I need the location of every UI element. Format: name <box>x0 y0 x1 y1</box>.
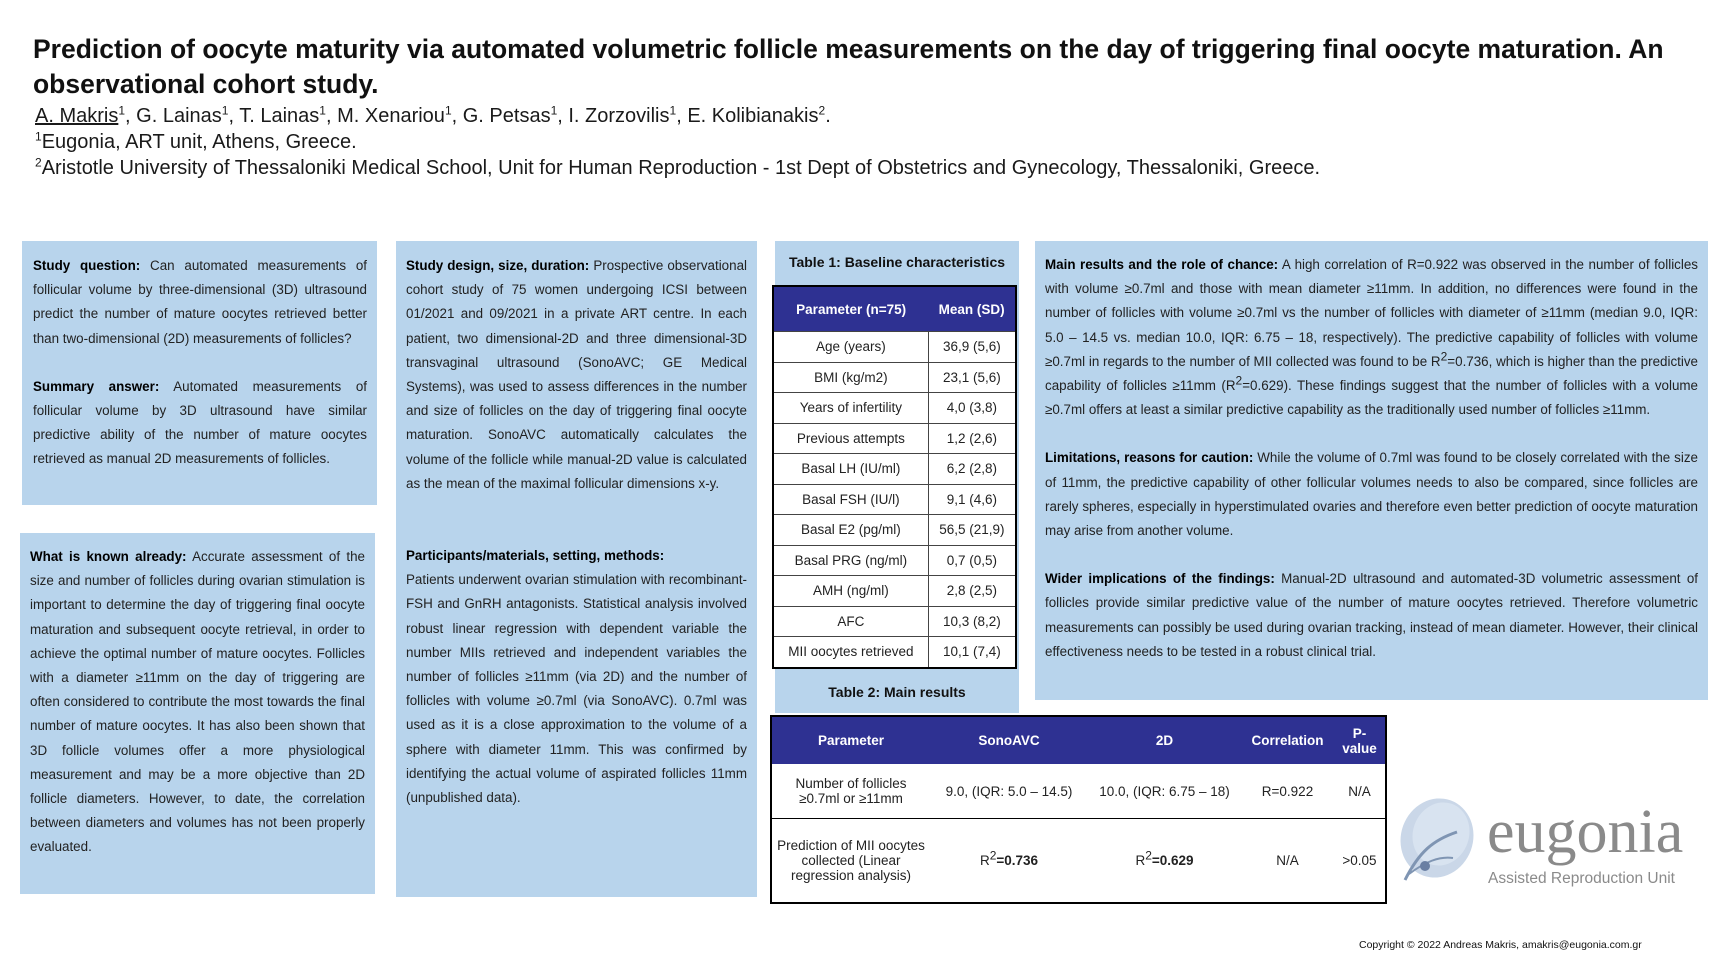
wider-implications-paragraph <box>1045 567 1698 664</box>
table-cell: 56,5 (21,9) <box>928 515 1016 546</box>
table-row <box>771 819 1386 904</box>
table-row <box>773 576 1016 607</box>
methods-panel <box>396 241 757 897</box>
known-already-heading: What is known already: <box>30 549 187 564</box>
known-already-text: Accurate assessment of the size and number of follicles during ovarian stimulation is important to determine the day of triggering final oocyte maturation and subsequent oocyte retrieval, in order to achieve the optimal number of mature oocytes. Follicles with a diameter ≥11mm on the day of triggering are often considered to contribute the most towards the final number of mature oocytes. It has also been shown that 3D follicle volumes offer a more physiological measurement and may be a more objective than 2D follicle diameters. However, to date, the correlation between diameters and volumes has not been properly evaluated. <box>30 549 365 855</box>
study-design-heading: Study design, size, duration: <box>406 258 590 273</box>
table-row <box>773 454 1016 485</box>
table-cell: 10,3 (8,2) <box>928 606 1016 637</box>
table-row <box>771 764 1386 819</box>
summary-answer-paragraph <box>33 375 367 472</box>
author-name: I. Zorzovilis <box>568 105 670 127</box>
table-cell: 9,1 (4,6) <box>928 484 1016 515</box>
study-question-paragraph <box>33 254 367 351</box>
affiliation-1 <box>35 129 357 155</box>
table-cell: Basal PRG (ng/ml) <box>773 545 928 576</box>
study-question-text: Can automated measurements of follicular volume by three-dimensional (3D) ultrasound predict the number of mature oocytes retrieved better than two-dimensional (2D) measurements of follicles? <box>33 258 367 346</box>
author-list: A. Makris$^1$, G. Lainas$^1$, T. Lainas$^1$, M. Xenariou$^1$, G. Petsas$^1$, I. Zorzovilis$^1$, E. Kolibianakis$^2$. <box>35 103 831 127</box>
table-cell: Number of follicles ≥0.7ml or ≥11mm <box>771 764 930 819</box>
table2-caption: Table 2: Main results <box>828 684 966 700</box>
table-cell: 10,1 (7,4) <box>928 637 1016 668</box>
table-cell: 1,2 (2,6) <box>928 423 1016 454</box>
affiliation-mark: 2 <box>35 155 42 170</box>
table-row <box>773 393 1016 424</box>
r-squared-symbol: R <box>1135 853 1146 868</box>
copyright-text: Copyright © 2022 Andreas Makris, amakris@eugonia.com.gr <box>1359 939 1642 951</box>
table-cell: R=0.922 <box>1241 764 1334 819</box>
main-results-text: =0.629). These findings suggest that the number of follicles with a volume ≥0.7ml offers at least a similar predictive capability as the traditionally used number of follicles ≥11mm. <box>1045 378 1698 418</box>
column-header: Correlation <box>1241 716 1334 764</box>
author-name: T. Lainas <box>239 105 320 127</box>
wider-implications-heading: Wider implications of the findings: <box>1045 571 1275 587</box>
participants-heading-line <box>406 544 747 568</box>
main-results-table <box>770 715 1387 904</box>
table-row <box>773 515 1016 546</box>
table-cell: 0,7 (0,5) <box>928 545 1016 576</box>
baseline-characteristics-table <box>772 285 1017 669</box>
author-affiliation-mark: 1 <box>669 103 677 118</box>
r-squared-value: =0.629 <box>1151 853 1194 868</box>
table-cell: 36,9 (5,6) <box>928 332 1016 363</box>
table-cell: N/A <box>1276 853 1299 868</box>
superscript: 2 <box>1235 373 1243 388</box>
limitations-heading: Limitations, reasons for caution: <box>1045 450 1254 466</box>
main-results-paragraph <box>1045 253 1698 422</box>
superscript: 2 <box>1145 848 1152 863</box>
affiliation-mark: 1 <box>35 129 42 144</box>
table-cell: 9.0, (IQR: 5.0 – 14.5) <box>930 764 1088 819</box>
eugonia-logo <box>1395 792 1710 892</box>
known-already-panel <box>20 533 375 894</box>
table-cell: Years of infertility <box>773 393 928 424</box>
table-cell <box>930 819 1088 904</box>
main-results-text: A high correlation of R=0.922 was observed in the number of follicles with volume ≥0.7ml and those with mean diameter ≥11mm. In addition, no differences were found in the number of follicles with volume ≥0.7ml vs the number of follicles with diameter of ≥11mm (median 9.0, IQR: 5.0 – 14.5 vs. median 10.0, IQR: 6.75 – 18, respectively). The predictive capability of follicles with volume ≥0.7ml in regards to the number of MII collected was found to be R <box>1045 257 1698 369</box>
table-cell: Basal LH (IU/ml) <box>773 454 928 485</box>
results-panel <box>1035 241 1708 700</box>
column-header: Parameter <box>771 716 930 764</box>
table-row <box>773 332 1016 363</box>
table-cell: >0.05 <box>1342 853 1377 868</box>
study-design-text: Prospective observational cohort study of 75 women undergoing ICSI between 01/2021 and 09/2021 in a private ART centre. In each patient, two dimensional-2D and three dimensional-3D transvaginal ultrasound (SonoAVC; GE Medical Systems), was used to assess differences in the number and size of follicles on the day of triggering final oocyte maturation. SonoAVC automatically calculates the volume of the follicle while manual-2D value is calculated as the mean of the maximal follicular dimensions x-y. <box>406 258 747 491</box>
wider-implications-text: Manual-2D ultrasound and automated-3D volumetric assessment of follicles provide similar predictive value of the number of mature oocytes retrieved. Therefore volumetric measurements can possibly be used during ovarian tracking, instead of mean diameter. However, their clinical effectiveness needs to be tested in a robust clinical trial. <box>1045 571 1698 659</box>
author-affiliation-mark: 1 <box>444 103 452 118</box>
study-design-paragraph <box>406 254 747 496</box>
main-results-text: =0.736, which is higher than the predictive capability of follicles ≥11mm (R <box>1045 353 1698 394</box>
limitations-paragraph <box>1045 446 1698 543</box>
author-name: M. Xenariou <box>337 105 445 127</box>
table-row <box>773 606 1016 637</box>
column-header: 2D <box>1088 716 1241 764</box>
affiliation-text: Aristotle University of Thessaloniki Medical School, Unit for Human Reproduction - 1st Dept of Obstetrics and Gynecology, Thessaloniki, Greece. <box>41 157 1321 179</box>
table-cell <box>1088 819 1241 904</box>
logo-wordmark: eugonia <box>1487 798 1684 866</box>
study-question-heading: Study question: <box>33 258 141 273</box>
author-name: A. Makris <box>35 105 119 127</box>
column-header: Parameter (n=75) <box>773 286 928 332</box>
author-name: E. Kolibianakis <box>687 105 819 127</box>
author-affiliation-mark: 1 <box>118 103 126 118</box>
affiliation-text: Eugonia, ART unit, Athens, Greece. <box>41 131 357 153</box>
column-header: SonoAVC <box>930 716 1088 764</box>
table-cell: Basal FSH (IU/l) <box>773 484 928 515</box>
column-header: Mean (SD) <box>928 286 1016 332</box>
author-affiliation-mark: 1 <box>221 103 229 118</box>
logo-tagline: Assisted Reproduction Unit <box>1488 870 1675 887</box>
table-header-row <box>771 716 1386 764</box>
participants-text: Patients underwent ovarian stimulation with recombinant-FSH and GnRH antagonists. Statistical analysis involved robust linear regression with dependent variable the number MIIs retrieved and independent variables the number of follicles ≥11mm (via 2D) and the number of follicles with volume ≥0.7ml (via SonoAVC). 0.7ml was used as it is a close approximation to the volume of a sphere with diameter 11mm. This was confirmed by identifying the actual volume of aspirated follicles 11mm (unpublished data). <box>406 572 747 806</box>
eugonia-logo-mark <box>1395 792 1710 892</box>
author-name: G. Lainas <box>136 105 222 127</box>
column-header: P- value <box>1334 716 1386 764</box>
table-cell: Prediction of MII oocytes collected (Linear regression analysis) <box>777 838 925 883</box>
poster-title: Prediction of oocyte maturity via automated volumetric follicle measurements on the day of triggering final oocyte maturation. An observational cohort study. <box>33 34 1664 99</box>
author-affiliation-mark: 1 <box>319 103 326 118</box>
participants-heading: Participants/materials, setting, methods: <box>406 548 665 564</box>
summary-answer-heading: Summary answer: <box>33 378 160 394</box>
table-cell: 23,1 (5,6) <box>928 362 1016 393</box>
table-cell: N/A <box>1334 764 1386 819</box>
table-cell: 4,0 (3,8) <box>928 393 1016 424</box>
r-squared-symbol: R <box>979 853 990 868</box>
author-affiliation-mark: 1 <box>550 103 558 118</box>
table-row <box>773 484 1016 515</box>
study-question-panel <box>22 241 377 505</box>
table-cell: 2,8 (2,5) <box>928 576 1016 607</box>
summary-answer-text: Automated measurements of follicular volume by 3D ultrasound have similar predictive ability of the number of mature oocytes retrieved as manual 2D measurements of follicles. <box>33 378 368 467</box>
r-squared-value: =0.736 <box>996 853 1039 868</box>
table-cell: Basal E2 (pg/ml) <box>773 515 928 546</box>
table-cell: Age (years) <box>773 332 928 363</box>
table-row <box>773 545 1016 576</box>
table-cell: Previous attempts <box>773 423 928 454</box>
main-results-heading: Main results and the role of chance: <box>1045 257 1279 272</box>
superscript: 2 <box>1440 349 1448 364</box>
table-cell: AFC <box>773 606 928 637</box>
table-header-row <box>773 286 1016 332</box>
table1-caption: Table 1: Baseline characteristics <box>788 254 1006 270</box>
superscript: 2 <box>989 848 997 863</box>
table-row <box>773 362 1016 393</box>
author-name: G. Petsas <box>462 105 551 127</box>
table-row <box>773 423 1016 454</box>
author-affiliation-mark: 2 <box>818 103 826 118</box>
affiliation-2 <box>35 155 1320 181</box>
table-cell: AMH (ng/ml) <box>773 576 928 607</box>
limitations-text: While the volume of 0.7ml was found to be closely correlated with the size of 11mm, the predictive capability of other follicular volumes needs to also be compared, since follicles are rarely spheres, especially in hyperstimulated ovaries and therefore even better prediction of oocyte maturation may arise from another volume. <box>1045 450 1698 539</box>
known-already-paragraph <box>30 545 365 860</box>
table-cell: MII oocytes retrieved <box>773 637 928 668</box>
table-cell: 10.0, (IQR: 6.75 – 18) <box>1088 764 1241 819</box>
table-cell: BMI (kg/m2) <box>773 362 928 393</box>
table-cell: 6,2 (2,8) <box>928 454 1016 485</box>
table-row <box>773 637 1016 668</box>
